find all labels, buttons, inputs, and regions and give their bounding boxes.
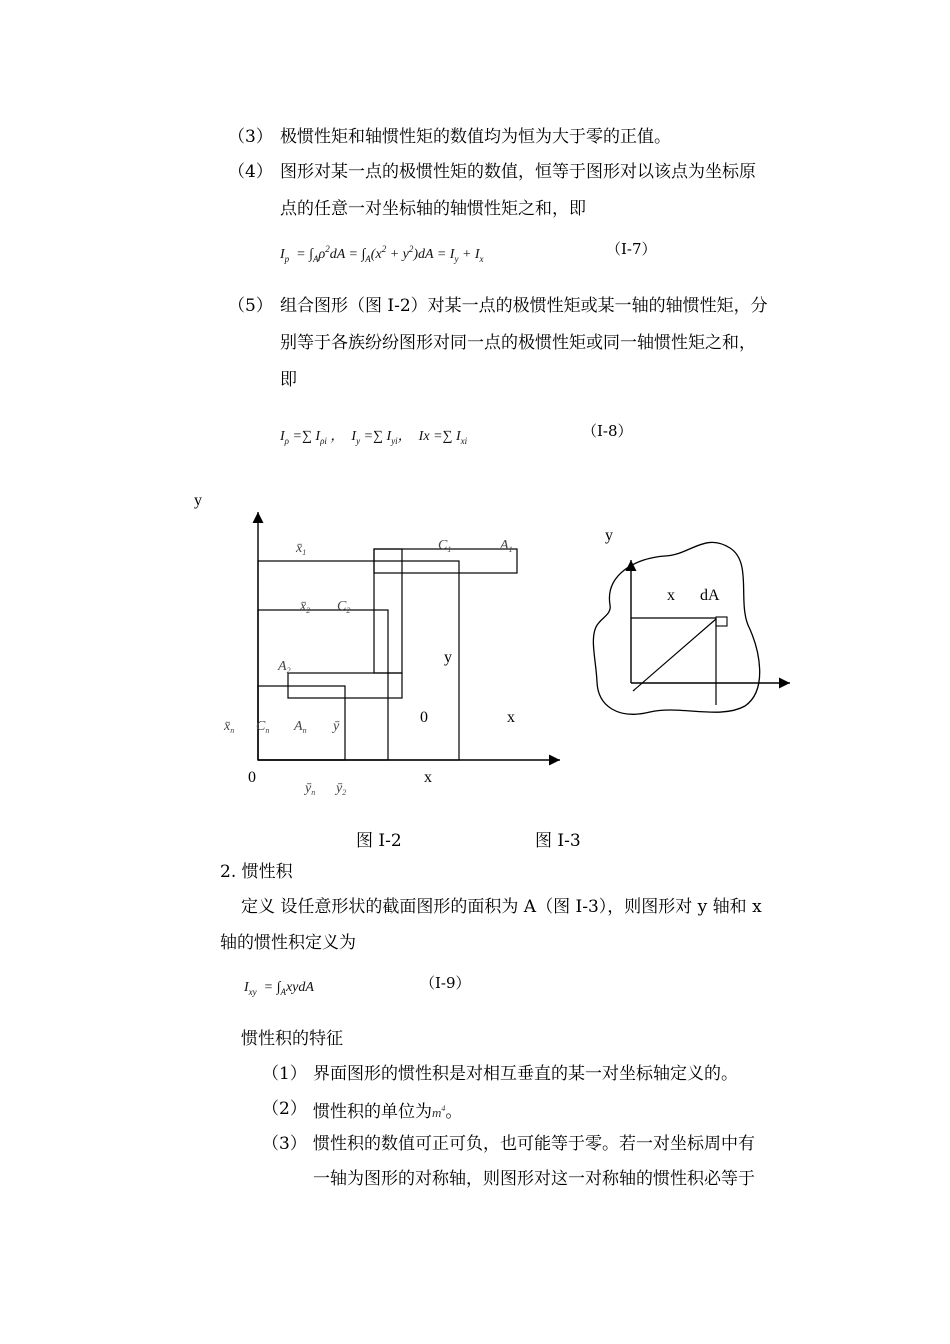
equation-i7-tag: （I-7） [606, 240, 657, 258]
feature-2-number: （2） [262, 1099, 307, 1119]
equation-i8: $I_\rho$ =∑ $I_{\rho i}$ ， $I_y$ =∑ $I_{yi}$， Ix =∑ $I_{xi}$ [280, 429, 468, 446]
fig3-x-label: x [667, 587, 675, 604]
feature-1-number: （1） [262, 1064, 307, 1084]
equation-i8-tag: （I-8） [582, 422, 633, 440]
feature-2-unit: $m^4$ [432, 1104, 446, 1120]
fig2-inner-x: x [507, 709, 515, 726]
fig2-label-ybar: ȳ [333, 719, 340, 734]
fig2-origin: 0 [248, 769, 256, 786]
fig2-label-c1: $C_1$ [438, 538, 452, 554]
feature-2-text [313, 1099, 462, 1123]
item-5-line-3: 即 [280, 370, 297, 390]
fig2-label-c2: $C_2$ [337, 599, 351, 615]
item-4-line-2: 点的任意一对坐标轴的轴惯性矩之和，即 [280, 199, 586, 219]
item-4-line-1: 图形对某一点的极惯性矩的数值，恒等于图形对以该点为坐标原 [280, 162, 756, 182]
fig3-diagonal-line [633, 619, 716, 691]
fig2-label-a1: $A_1$ [500, 538, 513, 554]
item-5-number: （5） [228, 296, 273, 316]
definition-line-1: 定义 设任意形状的截面图形的面积为 A（图 I-3），则图形对 y 轴和 x [241, 897, 762, 917]
fig3-irregular-shape [593, 542, 759, 714]
fig2-label-ynbar: $ȳ_n$ [305, 781, 316, 797]
fig2-label-an: $A_n$ [294, 719, 307, 735]
feature-3-number: （3） [262, 1134, 307, 1154]
figure-i2-caption: 图 I-2 [356, 831, 402, 851]
feature-3-line-2: 一轴为图形的对称轴，则图形对这一对称轴的惯性积必等于 [313, 1169, 755, 1189]
equation-i9: $I_{xy}$ = $\int_AxydA$ [244, 980, 314, 997]
equation-i9-tag: （I-9） [420, 974, 471, 992]
fig3-y-label: y [605, 527, 613, 544]
item-4-number: （4） [228, 162, 273, 182]
feature-1-text: 界面图形的惯性积是对相互垂直的某一对坐标轴定义的。 [313, 1064, 738, 1084]
definition-line-2: 轴的惯性积定义为 [220, 933, 356, 953]
fig3-dA-label: dA [700, 587, 720, 604]
fig2-y-label: y [194, 492, 202, 509]
fig2-inner-y: y [444, 649, 452, 666]
fig2-label-a2: $A_2$ [278, 659, 291, 675]
features-heading: 惯性积的特征 [241, 1029, 343, 1049]
item-3-text: 极惯性矩和轴惯性矩的数值均为恒为大于零的正值。 [280, 127, 671, 147]
fig2-label-cn: $C_n$ [256, 719, 270, 735]
item-5-line-2: 别等于各族纷纷图形对同一点的极惯性矩或同一轴惯性矩之和， [280, 333, 756, 353]
equation-i7: $I_p = \int_A\rho^2dA = \int_A(x^2 + y^2)dA = I_y + I_x$ [280, 244, 484, 264]
fig2-label-x2bar: $x̄_2$ [300, 599, 311, 615]
fig2-x-label: x [424, 769, 432, 786]
section-2-heading: 2. 惯性积 [220, 862, 293, 882]
fig2-label-y2bar: $ȳ_2$ [336, 781, 347, 797]
item-5-line-1: 组合图形（图 I-2）对某一点的极惯性矩或某一轴的轴惯性矩，分 [280, 296, 768, 316]
feature-2-text-before: 惯性积的单位为 [313, 1102, 432, 1122]
fig2-inner-origin: 0 [420, 709, 428, 726]
feature-3-line-1: 惯性积的数值可正可负，也可能等于零。若一对坐标周中有 [313, 1134, 755, 1154]
figure-i3-caption: 图 I-3 [535, 831, 581, 851]
fig2-label-xnbar: $x̄_n$ [224, 719, 235, 735]
fig2-label-x1bar: $x̄_1$ [296, 541, 307, 557]
fig3-element-dA [716, 617, 727, 626]
item-3-number: （3） [228, 127, 273, 147]
feature-2-text-after: 。 [445, 1102, 463, 1122]
